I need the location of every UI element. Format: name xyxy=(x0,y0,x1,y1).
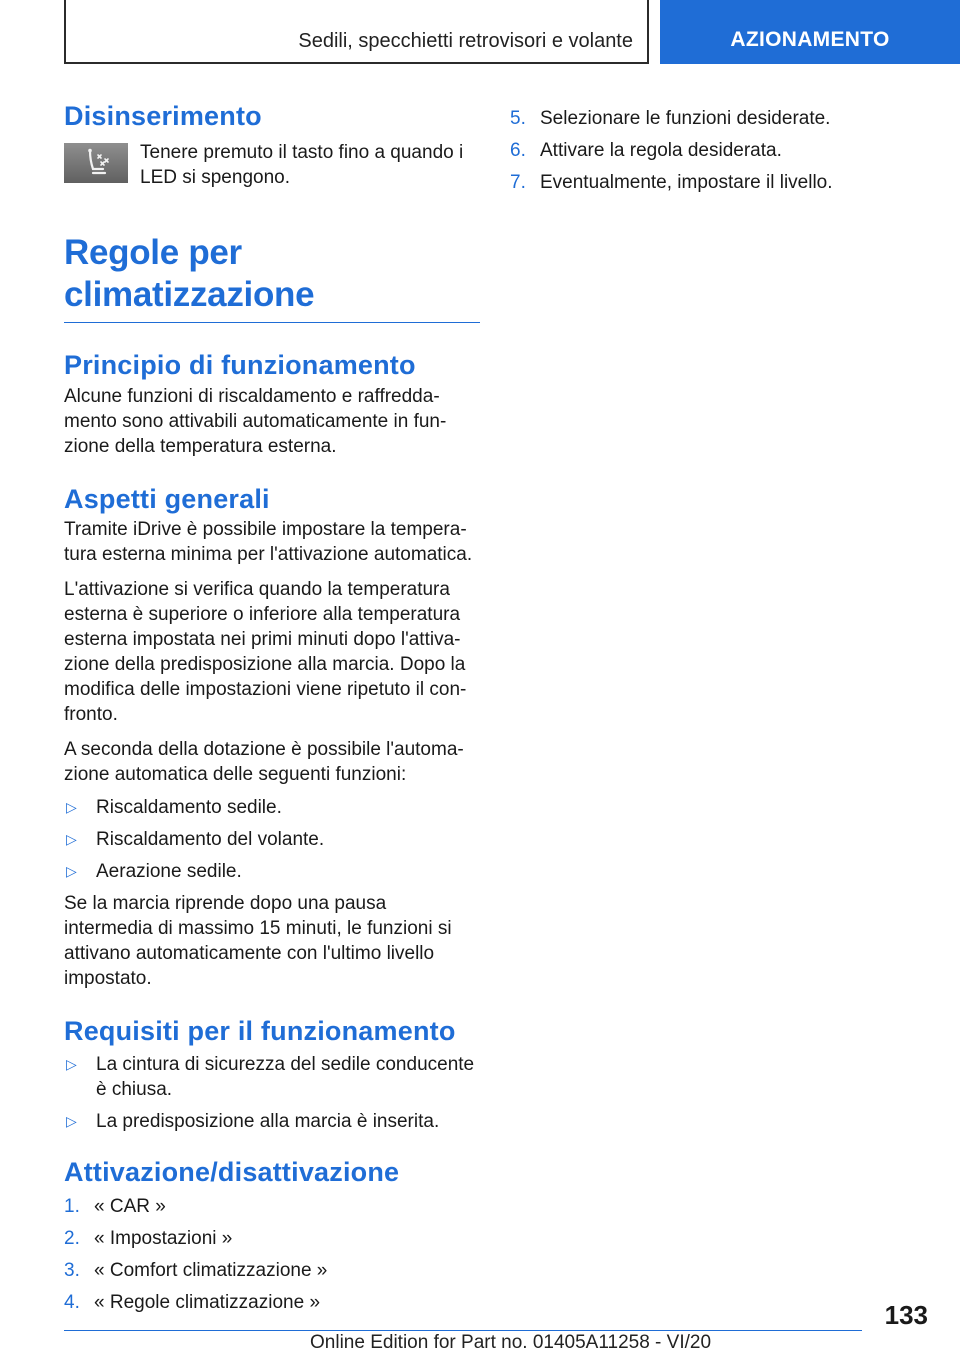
requisiti-list xyxy=(64,1052,480,1134)
step-item xyxy=(64,1226,480,1251)
list-item xyxy=(64,1109,480,1134)
disinserimento-heading: Disinserimento xyxy=(64,101,262,131)
triangle-right-icon: ▷ xyxy=(66,799,77,816)
list-item xyxy=(64,859,480,884)
step-item xyxy=(64,1194,480,1219)
step-number: 5. xyxy=(510,108,526,129)
list-item-text: La predisposizione alla marcia è inserita. xyxy=(96,1110,440,1132)
triangle-right-icon: ▷ xyxy=(66,831,77,848)
aspetti-paragraph-1: Tramite iDrive è possibile impostare la temperatura esterna minima per l'attivazione automatica. xyxy=(64,519,473,566)
step-text: Eventualmente, impostare il livello. xyxy=(540,172,833,193)
triangle-right-icon: ▷ xyxy=(66,863,77,880)
requisiti-heading: Requisiti per il funzionamento xyxy=(64,1016,456,1047)
step-item xyxy=(510,138,910,163)
triangle-right-icon: ▷ xyxy=(66,1112,77,1129)
disinserimento-text: Tenere premuto il tasto fino a quando i LED si spengono. xyxy=(140,142,464,189)
principio-heading: Principio di funzionamento xyxy=(64,350,416,381)
header-chapter-tab xyxy=(660,0,960,64)
section-title-wrap xyxy=(64,232,480,323)
continued-steps xyxy=(510,106,910,195)
triangle-right-icon: ▷ xyxy=(66,1055,77,1072)
footer-divider xyxy=(64,1330,862,1331)
attivazione-heading: Attivazione/disattivazione xyxy=(64,1156,400,1187)
right-column xyxy=(510,100,910,202)
step-number: 7. xyxy=(510,172,526,193)
aspetti-heading: Aspetti generali xyxy=(64,483,270,514)
page-number: 133 xyxy=(884,1300,928,1330)
step-text: Selezionare le funzioni desiderate. xyxy=(540,108,831,129)
aspetti-paragraph-4: Se la marcia riprende dopo una pausa intermedia di massimo 15 minuti, le funzioni si attivano automaticamente con l'ultimo livello impostato. xyxy=(64,893,452,990)
step-number: 4. xyxy=(64,1291,80,1313)
list-item-text: Riscaldamento del volante. xyxy=(96,829,325,851)
attivazione-steps xyxy=(64,1194,480,1315)
list-item xyxy=(64,1052,480,1102)
step-item xyxy=(510,170,910,195)
disinserimento-row xyxy=(64,140,480,190)
list-item xyxy=(64,795,480,820)
seat-ventilation-icon xyxy=(64,143,128,183)
section-title: Regole per climatizzazione xyxy=(64,233,315,315)
step-text: Attivare la regola desiderata. xyxy=(540,140,782,161)
footer-edition: Online Edition for Part no. 01405A11258 - VI/20 xyxy=(310,1332,712,1353)
list-item-text: Riscaldamento sedile. xyxy=(96,797,282,819)
aspetti-paragraph-2: L'attivazione si verifica quando la temperatura esterna è superiore o inferiore alla temperatura esterna impostata nei primi minuti dopo l'attivazione della predisposizione alla marcia. Dopo la modifica delle impostazioni viene ripetuto il confronto. xyxy=(64,579,467,726)
aspetti-paragraph-3: A seconda della dotazione è possibile l'automazione automatica delle seguenti funzioni: xyxy=(64,739,464,786)
left-column xyxy=(64,100,480,1322)
functions-list xyxy=(64,795,480,884)
step-number: 3. xyxy=(64,1259,80,1281)
step-text: « Regole climatizzazione » xyxy=(94,1291,321,1313)
step-item xyxy=(64,1258,480,1283)
list-item xyxy=(64,827,480,852)
principio-text: Alcune funzioni di riscaldamento e raffreddamento sono attivabili automaticamente in funzione della temperatura esterna. xyxy=(64,385,447,457)
step-item xyxy=(510,106,910,131)
step-number: 6. xyxy=(510,140,526,161)
step-item xyxy=(64,1290,480,1315)
step-number: 2. xyxy=(64,1227,80,1249)
step-text: « Comfort climatizzazione » xyxy=(94,1259,328,1281)
header-chapter-label: AZIONAMENTO xyxy=(730,28,890,51)
header-box xyxy=(64,0,649,64)
list-item-text: La cintura di sicurezza del sedile conducente è chiusa. xyxy=(96,1053,475,1100)
step-text: « CAR » xyxy=(94,1195,166,1217)
list-item-text: Aerazione sedile. xyxy=(96,861,242,883)
step-number: 1. xyxy=(64,1195,80,1217)
header-section-title: Sedili, specchietti retrovisori e volante xyxy=(298,30,633,52)
step-text: « Impostazioni » xyxy=(94,1227,233,1249)
